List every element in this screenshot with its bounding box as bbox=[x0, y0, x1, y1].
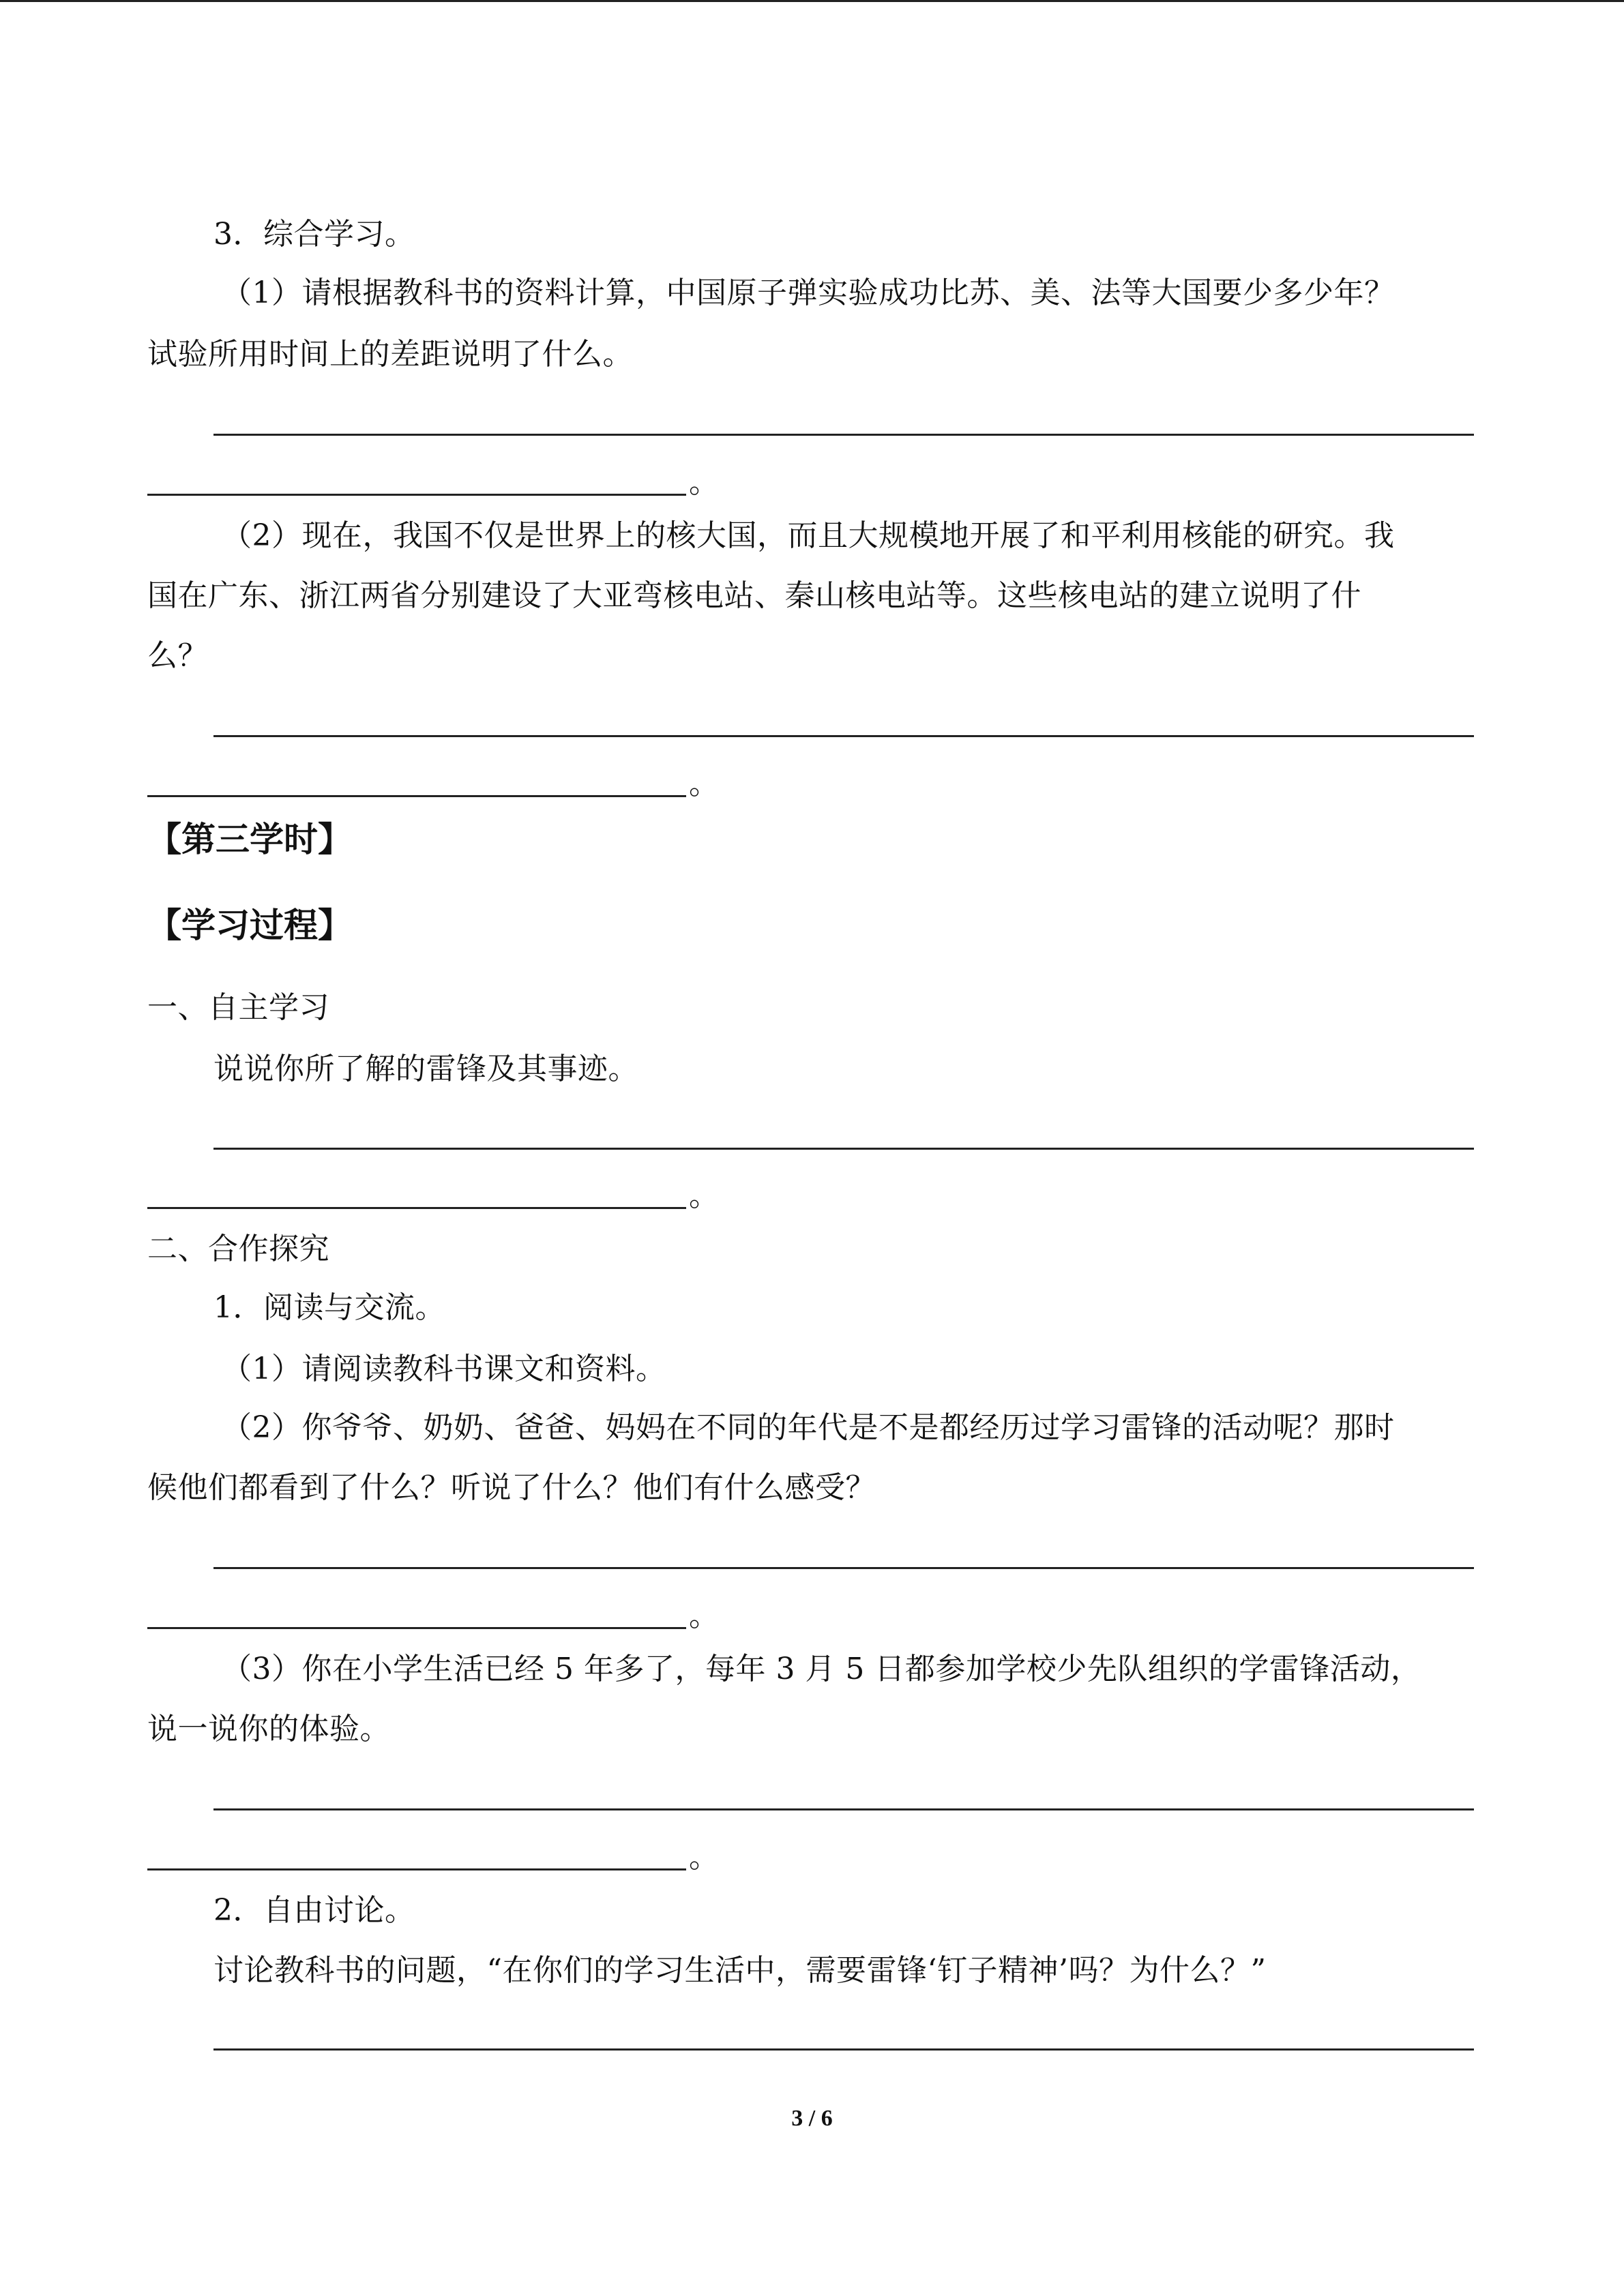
answer-line[interactable] bbox=[147, 1207, 686, 1209]
answer-line[interactable] bbox=[213, 1567, 1474, 1569]
answer-line[interactable] bbox=[147, 1627, 686, 1629]
answer-line[interactable] bbox=[213, 1148, 1474, 1150]
top-border bbox=[0, 0, 1624, 2]
item-1-question-2-line-2: 候他们都看到了什么？听说了什么？他们有什么感受？ bbox=[147, 1470, 876, 1505]
section-heading-third-lesson: 【第三学时】 bbox=[147, 820, 352, 859]
blank-period: 。 bbox=[689, 1598, 719, 1633]
answer-line[interactable] bbox=[147, 494, 686, 496]
item-1-question-3-line-1: （3）你在小学生活已经 5 年多了，每年 3 月 5 日都参加学校少先队组织的学雷锋活动， bbox=[222, 1652, 1421, 1686]
blank-period: 。 bbox=[689, 766, 719, 801]
answer-line[interactable] bbox=[213, 434, 1474, 436]
blank-period: 。 bbox=[689, 465, 719, 500]
page-number: 3 / 6 bbox=[791, 2106, 833, 2131]
blank-period: 。 bbox=[689, 1840, 719, 1875]
question-2-line-2: 国在广东、浙江两省分别建设了大亚弯核电站、秦山核电站等。这些核电站的建立说明了什 bbox=[147, 578, 1361, 613]
item-1-heading: 1．阅读与交流。 bbox=[213, 1290, 445, 1325]
part-1-prompt: 说说你所了解的雷锋及其事迹。 bbox=[213, 1052, 638, 1086]
question-1-line-2: 试验所用时间上的差距说明了什么。 bbox=[147, 337, 633, 372]
question-1-line-1: （1）请根据教科书的资料计算，中国原子弹实验成功比苏、美、法等大国要少多少年？ bbox=[222, 275, 1395, 310]
item-3-heading: 3．综合学习。 bbox=[213, 217, 415, 252]
answer-line[interactable] bbox=[213, 1808, 1474, 1810]
section-heading-learning-process: 【学习过程】 bbox=[147, 906, 352, 945]
item-1-question-1: （1）请阅读教科书课文和资料。 bbox=[222, 1352, 666, 1386]
item-1-question-2-line-1: （2）你爷爷、奶奶、爸爸、妈妈在不同的年代是不是都经历过学习雷锋的活动呢？那时 bbox=[222, 1410, 1395, 1445]
item-1-question-3-line-2: 说一说你的体验。 bbox=[147, 1712, 390, 1746]
answer-line[interactable] bbox=[213, 735, 1474, 737]
question-2-line-3: 么？ bbox=[147, 638, 208, 673]
item-2-heading: 2．自由讨论。 bbox=[213, 1893, 415, 1928]
answer-line[interactable] bbox=[147, 795, 686, 797]
answer-line[interactable] bbox=[213, 2048, 1474, 2051]
part-2-heading: 二、合作探究 bbox=[147, 1232, 329, 1266]
blank-period: 。 bbox=[689, 1178, 719, 1213]
item-2-prompt: 讨论教科书的问题，“在你们的学习生活中，需要雷锋‘钉子精神’吗？为什么？” bbox=[213, 1953, 1267, 1988]
part-1-heading: 一、自主学习 bbox=[147, 990, 329, 1025]
answer-line[interactable] bbox=[147, 1868, 686, 1870]
question-2-line-1: （2）现在，我国不仅是世界上的核大国，而且大规模地开展了和平利用核能的研究。我 bbox=[222, 518, 1395, 553]
